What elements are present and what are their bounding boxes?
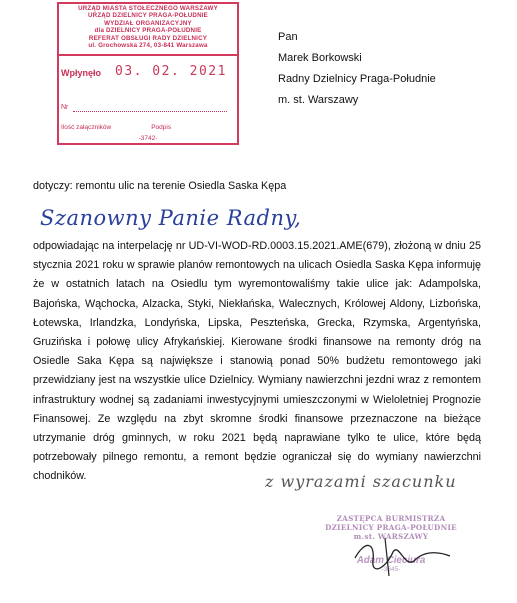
addressee-name: Marek Borkowski bbox=[278, 52, 362, 64]
addressee-block bbox=[278, 27, 436, 111]
stamp-line: WYDZIAŁ ORGANIZACYJNY bbox=[104, 19, 192, 27]
stamp-line: URZĄD MIASTA STOŁECZNEGO WARSZAWY bbox=[78, 5, 218, 12]
stamp-line: dla DZIELNICY PRAGA-POŁUDNIE bbox=[94, 27, 202, 35]
nr-label: Nr bbox=[61, 104, 69, 111]
signature-icon bbox=[345, 530, 455, 580]
stamp-number: -3742- bbox=[138, 135, 158, 142]
stamp-line: REFERAT OBSŁUGI RADY DZIELNICY bbox=[88, 34, 208, 42]
addressee-role: Radny Dzielnicy Praga-Południe bbox=[278, 73, 436, 85]
official-number: -3645- bbox=[381, 566, 401, 573]
official-name: Adam Cieciura bbox=[356, 555, 426, 566]
stamp-line: URZĄD DZIELNICY PRAGA-POŁUDNIE bbox=[87, 12, 208, 20]
received-label: Wpłynęło bbox=[61, 68, 101, 78]
addressee-city: m. st. Warszawy bbox=[278, 94, 359, 106]
addressee-title: Pan bbox=[278, 31, 298, 43]
official-stamp-line: ZASTĘPCA BURMISTRZA bbox=[336, 514, 446, 523]
stamp-line: ul. Grochowska 274, 03-841 Warszawa bbox=[88, 42, 208, 50]
attachments-row bbox=[61, 124, 171, 131]
letter-body: odpowiadając na interpelację nr UD-VI-WOD-RD.0003.15.2021.AME(679), złożoną w dniu 25 stycznia 2021 roku w sprawie planów remontowych na ulicach Osiedla Saska Kępa informuję że w ostatnich latach na Osiedlu tym wyremontowaliśmy takie ulice jak: Adampolska, Bajońska, Wąchocka, Alzacka, Styki, Niekłańska, Walecznych, Królowej Aldony, Lizbońska, Łotewska, Irlandzka, Londyńska, Lipska, Peszteńska, Grecka, Rzymska, Argentyńska, Gruzińska i połowę ulicy Afrykańskiej. Kierowane środki finansowe na remonty dróg na Osiedle Saka Kępa są największe i stanowią ponad 50% budżetu remontowego jaki przewidziany jest na wszystkie ulice Dzielnicy. Wymiany nawierzchni jezdni wraz z remontem infrastruktury wodnej są zadaniami inwestycyjnymi umieszczonymi w Wieloletniej Prognozie Finansowej. Ze względu na zbyt skromne środki finansowe przeznaczone na bieżące utrzymanie dróg gminnych, w roku 2021 będą naprawiane tylko te ulice, które będą potrzebowały pilnego remontu, a remont będzie ograniczał się do wymiany nawierzchni chodników. bbox=[33, 240, 481, 483]
subject-line: dotyczy: remontu ulic na terenie Osiedla Saska Kępa bbox=[33, 180, 287, 192]
official-stamp-line: DZIELNICY PRAGA-POŁUDNIE bbox=[325, 523, 457, 532]
stamp-divider bbox=[57, 54, 239, 56]
received-stamp bbox=[57, 2, 239, 145]
received-date: 03. 02. 2021 bbox=[115, 64, 227, 79]
handwritten-salutation: Szanowny Panie Radny, bbox=[40, 206, 302, 230]
attachments-label: Ilość załączników bbox=[61, 124, 112, 131]
signature-label: Podpis bbox=[151, 124, 172, 131]
official-stamp-line: m.st. WARSZAWY bbox=[353, 532, 429, 541]
handwritten-closing: z wyrazami szacunku bbox=[265, 472, 457, 491]
stamp-header bbox=[59, 5, 237, 49]
nr-dotted-line bbox=[73, 111, 227, 112]
